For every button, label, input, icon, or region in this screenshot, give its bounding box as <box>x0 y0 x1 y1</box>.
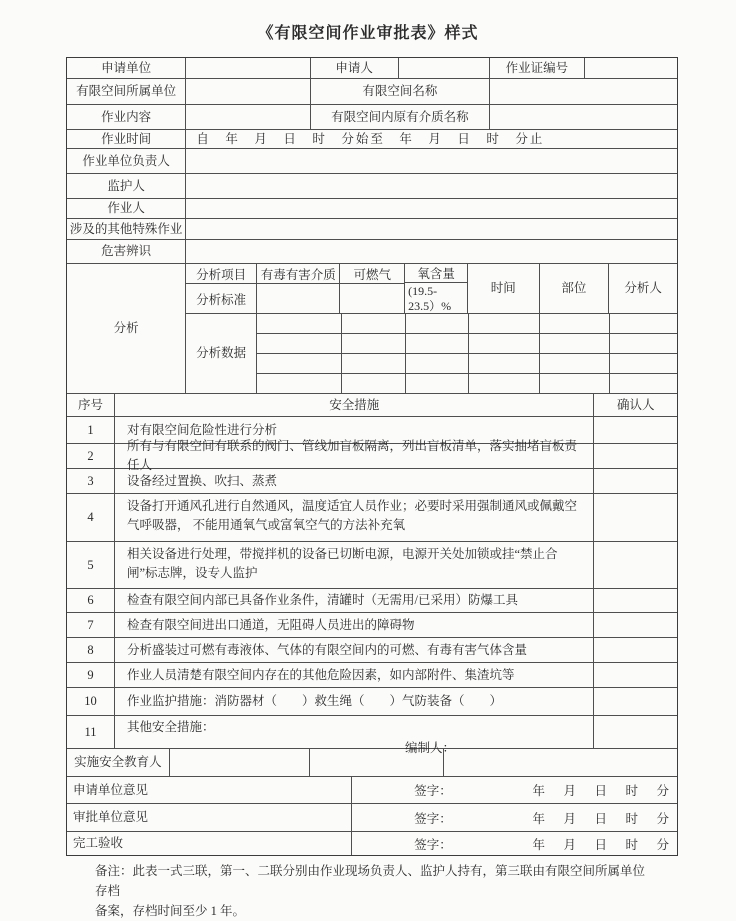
footnote-line1: 备注：此表一式三联，第一、二联分别由作业现场负责人、监护人持有，第三联由有限空间所属单位存档 <box>95 864 646 898</box>
label-permit-number: 作业证编号 <box>489 58 584 78</box>
date-units: 年 月 日 时 分 <box>532 811 672 826</box>
label-toxic-medium: 有毒有害介质 <box>260 267 336 282</box>
col-oxygen-content <box>404 264 467 313</box>
field-original-medium <box>489 105 677 129</box>
field-safety-educator-2 <box>309 749 444 776</box>
data-cell <box>468 314 539 333</box>
item-confirm-cell <box>593 542 677 588</box>
field-guardian <box>185 174 677 198</box>
item-text: 分析盛装过可燃有毒液体、气体的有限空间内的可燃、有毒有害气体含量 <box>114 638 593 662</box>
field-safety-educator-1 <box>169 749 309 776</box>
label-unit-responsible: 作业单位负责人 <box>82 153 170 168</box>
field-worker <box>185 199 677 218</box>
label-worker: 作业人 <box>107 201 145 216</box>
footnote <box>95 861 655 921</box>
label-applicant-unit: 申请单位 <box>101 60 152 75</box>
item-confirm-cell <box>593 638 677 662</box>
data-cell <box>341 354 406 373</box>
safety-header-row <box>67 393 677 416</box>
analysis-data-block <box>186 313 677 393</box>
safety-item-row <box>67 439 677 472</box>
label-space-owner-unit: 有限空间所属单位 <box>76 84 177 99</box>
safety-item-row <box>67 687 677 715</box>
oxygen-standard-line1: (19.5- <box>408 284 438 299</box>
label-flammable-gas: 可燃气 <box>353 267 392 282</box>
analysis-subtable <box>185 264 677 393</box>
analysis-header-block <box>186 264 677 313</box>
data-cell <box>405 354 468 373</box>
data-cell <box>609 314 677 333</box>
data-cell <box>539 354 608 373</box>
data-cell <box>609 334 677 353</box>
item-confirm-cell <box>593 417 677 443</box>
label-other-special-work: 涉及的其他特殊作业 <box>69 221 183 236</box>
field-space-name <box>489 79 677 104</box>
field-permit-number <box>584 58 677 78</box>
label-oxygen-content: 氧含量 <box>417 267 455 282</box>
analysis-data-row <box>257 373 677 393</box>
label-analysis-standard: 分析标准 <box>186 283 256 313</box>
data-cell <box>257 334 341 353</box>
field-work-content <box>185 105 309 129</box>
data-cell <box>257 374 341 393</box>
analysis-item-std-col <box>186 264 256 313</box>
item-no: 10 <box>84 694 97 709</box>
approval-form-table <box>66 57 678 856</box>
item-confirm-cell <box>593 444 677 468</box>
row-applicant-opinion <box>67 776 677 803</box>
data-cell <box>468 374 539 393</box>
safety-item-row <box>67 637 677 662</box>
item-confirm-cell <box>593 688 677 715</box>
label-confirmer: 确认人 <box>593 394 677 416</box>
row-approver-opinion <box>67 803 677 831</box>
item-no: 5 <box>87 557 94 572</box>
row-other-special-work <box>67 218 677 239</box>
analysis-data-grid <box>256 314 677 393</box>
field-applicant <box>398 58 490 78</box>
item-confirm-cell <box>593 469 677 493</box>
preparer-label: 编制人： <box>404 740 455 755</box>
data-cell <box>405 374 468 393</box>
signature-label: 签字： <box>414 837 452 852</box>
label-guardian: 监护人 <box>107 178 145 193</box>
item-confirm-cell <box>593 663 677 687</box>
data-cell <box>341 314 406 333</box>
item-no: 1 <box>87 422 94 437</box>
label-safety-educator: 实施安全教育人 <box>74 755 162 770</box>
field-flammable-standard <box>340 283 404 313</box>
col-flammable-gas <box>339 264 404 313</box>
data-cell <box>468 334 539 353</box>
col-toxic-medium <box>256 264 339 313</box>
completion-signature-cell <box>351 832 677 855</box>
field-toxic-standard <box>257 283 339 313</box>
row-completion-acceptance <box>67 831 677 855</box>
label-hazard-identification: 危害辨识 <box>101 244 152 259</box>
label-time: 时间 <box>467 264 539 313</box>
data-cell <box>539 334 608 353</box>
safety-item-row <box>67 493 677 541</box>
data-cell <box>468 354 539 373</box>
oxygen-standard-line2: 23.5）% <box>408 298 452 313</box>
safety-item-row <box>67 662 677 687</box>
label-seq-no: 序号 <box>77 397 103 412</box>
row-guardian <box>67 173 677 198</box>
row-applicant <box>67 58 677 78</box>
item-confirm-cell <box>593 716 677 748</box>
data-cell <box>341 374 406 393</box>
field-applicant-unit <box>185 58 309 78</box>
date-units: 年 月 日 时 分 <box>532 784 672 798</box>
analysis-data-row <box>257 353 677 373</box>
item-no: 6 <box>87 593 94 608</box>
item-confirm-cell <box>593 589 677 612</box>
field-oxygen-standard <box>405 282 467 313</box>
item-text-other-measures <box>114 716 593 755</box>
label-analyst: 分析人 <box>608 264 677 313</box>
signature-label: 签字： <box>414 811 452 826</box>
data-cell <box>609 374 677 393</box>
field-other-special-work <box>185 219 677 239</box>
label-work-time: 作业时间 <box>101 131 152 146</box>
signature-label: 签字： <box>414 784 452 798</box>
analysis-data-row <box>257 333 677 353</box>
row-safety-educator <box>67 748 677 776</box>
data-cell <box>405 314 468 333</box>
label-analysis-data: 分析数据 <box>196 346 247 361</box>
label-applicant-opinion: 申请单位意见 <box>73 782 149 797</box>
data-cell <box>341 334 406 353</box>
field-work-time: 自 年 月 日 时 分始至 年 月 日 时 分止 <box>185 130 677 148</box>
safety-item-row <box>67 612 677 637</box>
data-cell <box>257 354 341 373</box>
row-hazard-identification <box>67 239 677 263</box>
analysis-data-row <box>257 314 677 333</box>
item-text: 对有限空间危险性进行分析 <box>114 417 593 443</box>
data-cell <box>539 314 608 333</box>
data-cell <box>609 354 677 373</box>
label-safety-measures: 安全措施 <box>114 394 593 416</box>
item-text: 所有与有限空间有联系的阀门、管线加盲板隔离，列出盲板清单，落实抽堵盲板责任人 <box>114 444 593 468</box>
item-text: 相关设备进行处理，带搅拌机的设备已切断电源，电源开关处加锁或挂“禁止合闸”标志牌，设专人监护 <box>114 542 593 588</box>
item-no: 3 <box>87 473 94 488</box>
safety-item-row <box>67 541 677 588</box>
label-analysis-item: 分析项目 <box>196 267 247 282</box>
label-space-name: 有限空间名称 <box>310 79 489 104</box>
item-text: 作业监护措施：消防器材（ ）救生绳（ ）气防装备（ ） <box>114 688 593 715</box>
analysis-section <box>67 263 677 393</box>
page-title: 《有限空间作业审批表》样式 <box>257 25 479 42</box>
label-analysis: 分析 <box>113 321 139 336</box>
row-work-time <box>67 129 677 148</box>
item-no: 11 <box>84 724 97 739</box>
row-worker <box>67 198 677 218</box>
safety-item-row <box>67 588 677 612</box>
item-confirm-cell <box>593 494 677 541</box>
applicant-signature-cell <box>351 777 677 803</box>
other-measures-label: 其他安全措施： <box>126 720 215 734</box>
row-unit-responsible <box>67 148 677 173</box>
field-safety-educator-3 <box>443 749 677 776</box>
row-owner-unit <box>67 78 677 104</box>
safety-item-row <box>67 715 677 755</box>
label-work-content: 作业内容 <box>101 109 152 124</box>
safety-item-row <box>67 468 677 493</box>
item-confirm-cell <box>593 613 677 637</box>
item-text: 作业人员清楚有限空间内存在的其他危险因素，如内部附件、集渣坑等 <box>114 663 593 687</box>
item-no: 4 <box>87 510 94 525</box>
data-cell <box>405 334 468 353</box>
label-approver-opinion: 审批单位意见 <box>73 810 149 825</box>
item-no: 2 <box>87 448 94 463</box>
item-no: 8 <box>87 642 94 657</box>
footnote-line2: 备案，存档时间至少 1 年。 <box>95 904 246 918</box>
field-space-owner-unit <box>185 79 309 104</box>
item-no: 9 <box>87 667 94 682</box>
field-unit-responsible <box>185 149 677 173</box>
label-original-medium: 有限空间内原有介质名称 <box>310 105 489 129</box>
item-no: 7 <box>87 617 94 632</box>
date-units: 年 月 日 时 分 <box>532 837 672 852</box>
item-text: 设备打开通风孔进行自然通风，温度适宜人员作业；必要时采用强制通风或佩戴空气呼吸器， 不能用通氧气或富氧空气的方法补充氧 <box>114 494 593 541</box>
data-cell <box>539 374 608 393</box>
item-text: 检查有限空间内部已具备作业条件，清罐时（无需用/已采用）防爆工具 <box>114 589 593 612</box>
approver-signature-cell <box>351 804 677 831</box>
field-hazard-identification <box>185 240 677 263</box>
label-location: 部位 <box>539 264 609 313</box>
label-applicant: 申请人 <box>310 58 398 78</box>
label-completion-acceptance: 完工验收 <box>73 836 124 851</box>
data-cell <box>257 314 341 333</box>
row-work-content <box>67 104 677 129</box>
item-text: 设备经过置换、吹扫、蒸煮 <box>114 469 593 493</box>
item-text: 检查有限空间进出口通道，无阻碍人员进出的障碍物 <box>114 613 593 637</box>
